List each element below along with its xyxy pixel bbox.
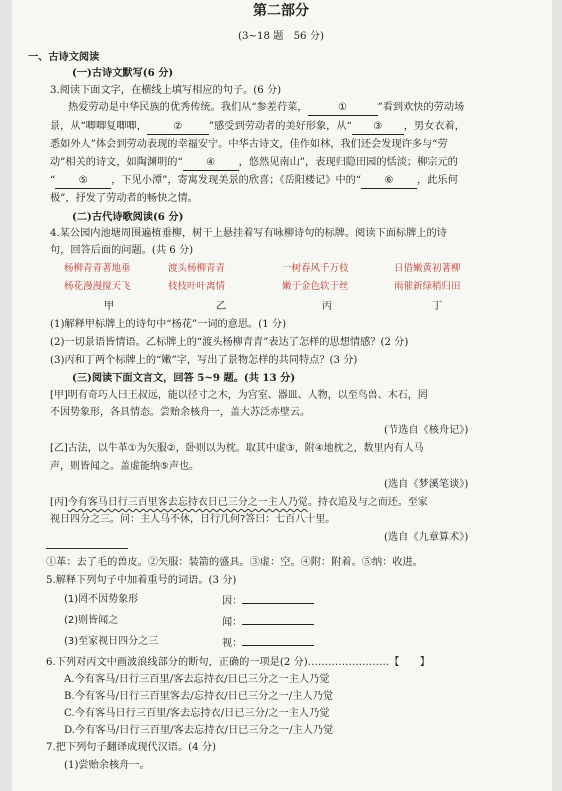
signboard-yi-line1: 渡头杨柳青青 bbox=[168, 263, 226, 274]
part-subtitle: (3~18 题 56 分) bbox=[238, 31, 324, 42]
passage-jia: [甲]明有奇巧人曰王叔远，能以径寸之木，为宫室、器皿、人物，以至鸟兽、木石，罔 bbox=[50, 390, 428, 401]
footnote-divider bbox=[46, 548, 128, 549]
blank-3[interactable]: ③ bbox=[352, 120, 404, 135]
passage-yi: [乙]古法，以牛革①为矢服②，卧则以为枕。取其中虚③，附④地枕之，数里内有人马 bbox=[50, 443, 424, 454]
signboard-label: 甲 bbox=[104, 301, 115, 312]
passage-bing: [丙]今有客马日行三百里客去忘持衣日已三分之一主人乃觉。持衣追及与之而还。至家 bbox=[50, 497, 428, 508]
q5-answer: 因： bbox=[222, 593, 314, 609]
signboard-yi-line2: 枝枝叶叶离情 bbox=[168, 281, 226, 292]
q5-item: (2)则皆闻之 bbox=[64, 615, 119, 626]
q3-line: 悉如外人”体会到劳动表现的幸福安宁。中华古诗文，佳作如林，我们还会发现许多与“劳 bbox=[50, 139, 448, 150]
signboard-ding-line2: 雨催新绿稍归田 bbox=[394, 281, 461, 292]
passage-source: (选自《九章算术》) bbox=[384, 532, 469, 543]
q3-line: “ ⑤ ，下见小潭”，寄寓发现美景的欣喜；《岳阳楼记》中的“ ⑥ ，此乐何 bbox=[50, 174, 458, 189]
signboard-jia-line2: 杨花漫漫搅天飞 bbox=[64, 281, 131, 292]
exam-page bbox=[12, 0, 552, 791]
sub-question: (3)丙和丁两个标牌上的“嫩”字，写出了景物怎样的共同特点？(3 分) bbox=[50, 355, 358, 366]
question-7-stem: 7.把下列句子翻译成现代汉语。(4 分) bbox=[46, 742, 217, 753]
question-4-stem: 4.某公园内池塘周围遍植垂柳，树干上悬挂着写有咏柳诗句的标牌。阅读下面标牌上的诗 bbox=[50, 228, 447, 239]
q6-option[interactable]: D.今有客马/日行三百里/客去忘持衣/日已三分之一/主人乃觉 bbox=[64, 725, 334, 736]
part-title: 第二部分 bbox=[253, 3, 309, 19]
sub-question: (1)解释甲标牌上的诗句中“杨花”一词的意思。(1 分) bbox=[50, 319, 287, 330]
signboard-label: 丁 bbox=[432, 301, 443, 312]
blank-6[interactable]: ⑥ bbox=[361, 174, 417, 189]
q5-answer: 视： bbox=[222, 635, 314, 651]
blank-4[interactable]: ④ bbox=[183, 156, 239, 171]
signboard-ding-line1: 日借嫩黄初著柳 bbox=[394, 263, 461, 274]
q5-item: (1)罔不因势象形 bbox=[64, 594, 139, 605]
passage-bing: 视日四分之三。问：主人马不休，日行几何?答曰：七百八十里。 bbox=[50, 514, 336, 525]
subsection-heading: (二)古代诗歌阅读(6 分) bbox=[72, 211, 184, 223]
passage-jia: 不因势象形，各具情态。尝贻余核舟一，盖大苏泛赤壁云。 bbox=[50, 407, 310, 418]
question-4-stem: 句，回答后面的问题。(共 6 分) bbox=[50, 245, 194, 256]
q3-line: 动”相关的诗文，如陶渊明的“ ④ ，悠然见南山”，表现归隐田园的恬淡；柳宗元的 bbox=[50, 156, 458, 171]
q7-item: (1)尝贻余核舟一。 bbox=[64, 760, 150, 771]
passage-source: (选自《梦溪笔谈》) bbox=[384, 479, 469, 490]
subsection-heading: (一)古诗文默写(6 分) bbox=[72, 67, 174, 79]
blank-5[interactable]: ⑤ bbox=[55, 174, 111, 189]
q3-line: 极”，抒发了劳动者的畅快之情。 bbox=[50, 193, 198, 204]
section-heading: 一、古诗文阅读 bbox=[28, 51, 100, 63]
sub-question: (2)一切景语皆情语。乙标牌上的“渡头杨柳青青”表达了怎样的思想情感？(2 分) bbox=[50, 337, 409, 348]
question-3-stem: 3.阅读下面文字，在横线上填写相应的句子。(6 分) bbox=[50, 85, 282, 96]
signboard-label: 丙 bbox=[322, 301, 333, 312]
answer-blank[interactable] bbox=[242, 635, 314, 646]
answer-blank[interactable] bbox=[242, 614, 314, 625]
answer-blank[interactable] bbox=[242, 593, 314, 604]
signboard-label: 乙 bbox=[216, 301, 227, 312]
q6-option[interactable]: A.今有客马/日行三百里/客去忘持衣/日已三分之一主人乃觉 bbox=[64, 674, 330, 685]
passage-source: (节选自《核舟记》) bbox=[384, 425, 469, 436]
q3-line: 热爱劳动是中华民族的优秀传统。我们从“参差荇菜， ① ”看到欢快的劳动场 bbox=[68, 101, 464, 116]
question-5-stem: 5.解释下列句子中加着重号的词语。(3 分) bbox=[46, 575, 237, 586]
signboard-jia-line1: 杨柳青青著地垂 bbox=[64, 263, 131, 274]
blank-1[interactable]: ① bbox=[308, 101, 378, 116]
signboard-bing-line2: 嫩于金色软于丝 bbox=[282, 281, 349, 292]
footnote: ①革：去了毛的兽皮。②矢服：装箭的盛具。③虚：空。④附：附着。⑤纳：收进。 bbox=[46, 557, 423, 568]
q6-option[interactable]: C.今有客马日行三百里/客去忘持衣/日已三分/之一主人乃觉 bbox=[64, 708, 330, 719]
q6-option[interactable]: B.今有客马/日行三百里客去/忘持衣/日已三分之一/主人乃觉 bbox=[64, 691, 333, 702]
q5-item: (3)至家视日四分之三 bbox=[64, 636, 159, 647]
passage-yi: 声，则皆闻之。盖虚能纳⑤声也。 bbox=[50, 461, 199, 472]
signboard-bing-line1: 一树春风千万枝 bbox=[282, 263, 349, 274]
q5-answer: 闻： bbox=[222, 614, 314, 630]
q3-line: 景，从“唧唧复唧唧， ② ”感受到劳动者的美好形象，从“ ③ ，男女衣着， bbox=[50, 120, 465, 135]
question-6-stem: 6.下列对丙文中画波浪线部分的断句，正确的一项是(2 分)……………………【 】 bbox=[46, 657, 430, 668]
subsection-heading: (三)阅读下面文言文，回答 5~9 题。(共 13 分) bbox=[72, 372, 296, 384]
blank-2[interactable]: ② bbox=[147, 120, 209, 135]
